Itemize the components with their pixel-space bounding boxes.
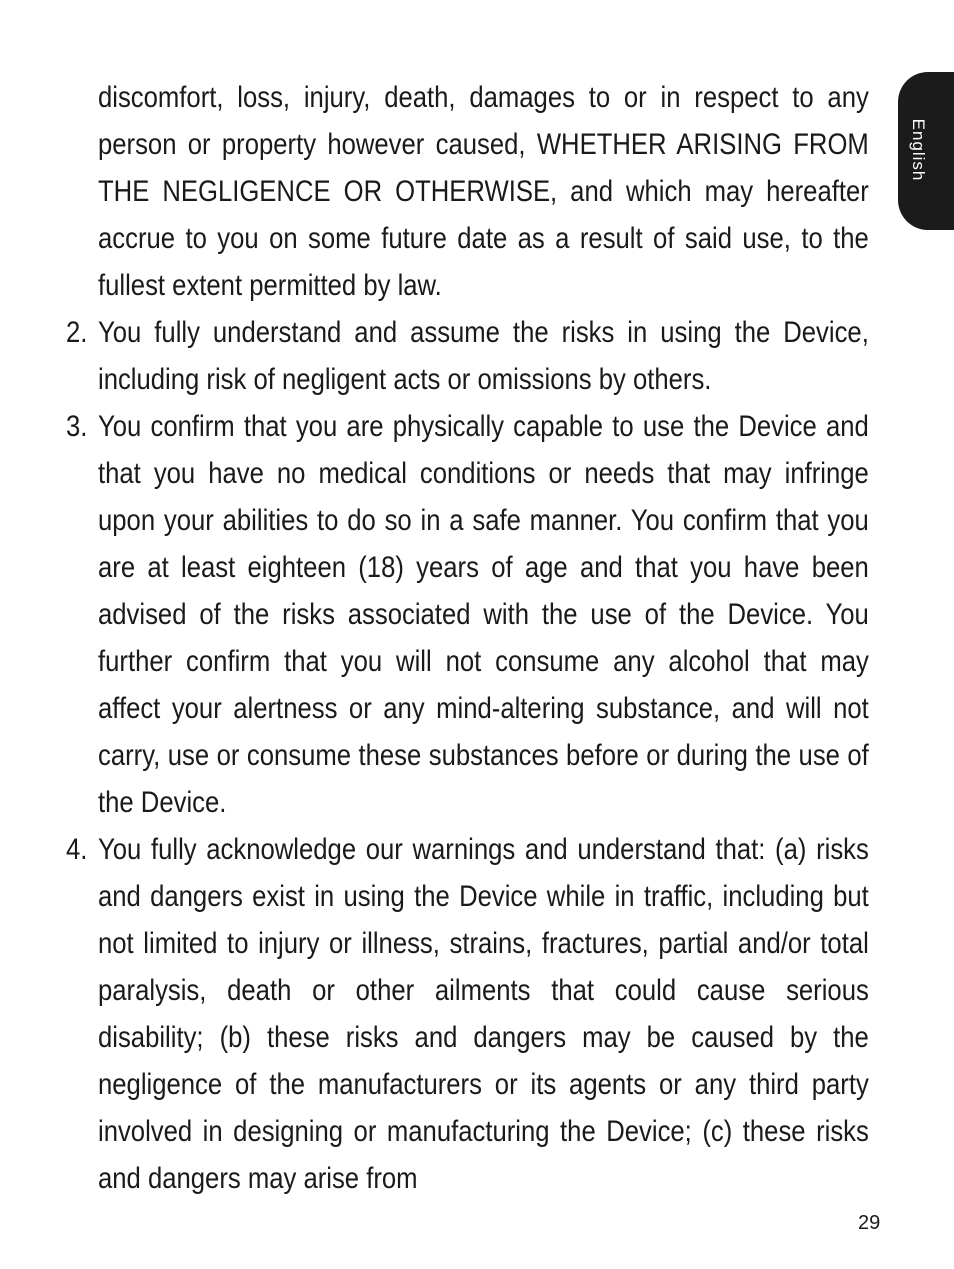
list-item	[0, 403, 954, 826]
list-item-text: You fully acknowledge our warnings and understand that: (a) risks and dangers exist in using the Device while in traffic, including but not limited to injury or illness, strains, fractures, partial and/or total paralysis, death or other ailments that could cause serious disability; (b) these risks and dangers may be caused by the negligence of the manufacturers or its agents or any third party involved in designing or manufacturing the Device; (c) these risks and dangers may arise from	[98, 833, 869, 1195]
list-item	[0, 826, 954, 1202]
list-item-number: 3.	[66, 410, 88, 443]
list-item-text: You fully understand and assume the risks in using the Device, including risk of negligent acts or omissions by others.	[98, 316, 869, 396]
list-item-text: You confirm that you are physically capable to use the Device and that you have no medical conditions or needs that may infringe upon your abilities to do so in a safe manner. You confirm that you are at least eighteen (18) years of age and that you have been advised of the risks associated with the use of the Device. You further confirm that you will not consume any alcohol that may affect your alertness or any mind-altering substance, and will not carry, use or consume these substances before or during the use of the Device.	[98, 410, 869, 819]
continuation-paragraph: discomfort, loss, injury, death, damages to or in respect to any person or property however caused, WHETHER ARISING FROM THE NEGLIGENCE OR OTHERWISE, and which may hereafter accrue to you on some future date as a result of said use, to the fullest extent permitted by law.	[98, 81, 869, 302]
page-number: 29	[858, 1212, 881, 1234]
list-item-number: 4.	[66, 833, 88, 866]
document-body	[0, 74, 954, 1202]
language-tab-text: English	[909, 118, 928, 182]
list-item	[0, 309, 954, 403]
list-item-number: 2.	[66, 316, 88, 349]
